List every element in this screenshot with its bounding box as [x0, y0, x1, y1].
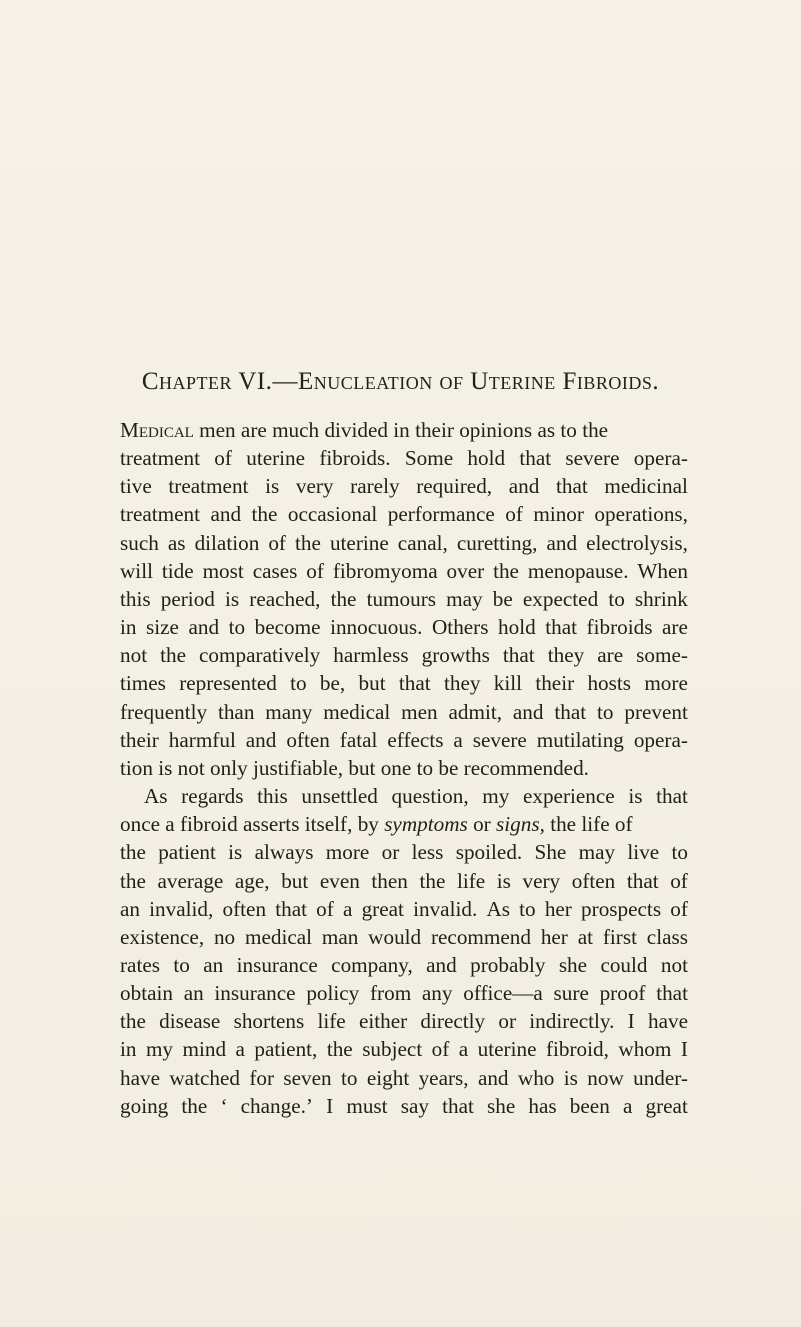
word: to: [597, 699, 614, 724]
word: is: [496, 868, 511, 893]
body-text: [120, 416, 688, 1120]
word: not: [120, 643, 148, 668]
word: very: [522, 868, 561, 893]
word: for: [249, 1065, 275, 1090]
word: I: [326, 1093, 334, 1118]
word: tumours: [366, 586, 437, 611]
word: curetting,: [456, 530, 538, 555]
word: great: [645, 1093, 688, 1118]
word: I: [680, 1037, 688, 1062]
word: watched: [169, 1065, 240, 1090]
word: no: [213, 924, 236, 949]
word: to: [519, 896, 536, 921]
word: a: [622, 1093, 633, 1118]
word: expected: [522, 586, 599, 611]
word: the: [251, 502, 278, 527]
word: Some: [404, 446, 454, 471]
text-line: [120, 726, 688, 754]
word: then: [371, 868, 408, 893]
text-line: [120, 557, 688, 585]
word: be: [492, 586, 513, 611]
word: of: [268, 530, 286, 555]
word: she: [558, 952, 588, 977]
word: rates: [120, 952, 160, 977]
word: age,: [234, 868, 270, 893]
word: and: [512, 699, 544, 724]
word: under-: [633, 1065, 688, 1090]
word: they: [547, 643, 585, 668]
word: obtain: [120, 981, 173, 1006]
word: more: [325, 840, 370, 865]
word: invalid,: [149, 896, 214, 921]
word: rarely: [350, 474, 400, 499]
word: of: [670, 896, 688, 921]
word: to: [290, 671, 307, 696]
word: uterine: [477, 1037, 537, 1062]
italic-symptoms: symptoms: [384, 812, 468, 837]
word: but: [281, 868, 309, 893]
lead-word: Medical: [120, 418, 194, 442]
text-line: [120, 1092, 688, 1120]
word: mind: [182, 1037, 227, 1062]
word: are: [662, 615, 688, 640]
word: office—a: [463, 981, 543, 1006]
word: patient: [158, 840, 216, 865]
text-line: [120, 613, 688, 641]
word: As: [144, 784, 168, 809]
word: to: [671, 840, 688, 865]
word: their: [535, 671, 575, 696]
word: is: [628, 784, 643, 809]
word: and: [508, 474, 540, 499]
text-line: [120, 754, 688, 782]
word: As: [486, 896, 510, 921]
word: electrolysis,: [586, 530, 688, 555]
chapter-label: Chapter VI.: [141, 368, 273, 395]
word: man: [321, 924, 359, 949]
word: When: [637, 558, 688, 583]
text-line: [120, 472, 688, 500]
text-line: [120, 641, 688, 669]
word: live: [627, 840, 660, 865]
word: patient,: [254, 1037, 318, 1062]
word: that: [626, 868, 659, 893]
line-text: once a fibroid asserts itself, by: [120, 812, 379, 837]
italic-signs: signs,: [496, 812, 545, 837]
word: a: [458, 1037, 469, 1062]
word: less: [411, 840, 444, 865]
word: recommend: [430, 924, 531, 949]
word: either: [358, 1009, 408, 1034]
text-line: [120, 838, 688, 866]
word: or: [381, 840, 400, 865]
word: sure: [553, 981, 589, 1006]
word: years,: [418, 1065, 469, 1090]
word: and: [546, 530, 578, 555]
word: shortens: [233, 1009, 305, 1034]
word: and: [188, 615, 220, 640]
word: hold: [467, 446, 506, 471]
word: that: [275, 896, 307, 921]
word: occasional: [287, 502, 378, 527]
word: many: [265, 699, 313, 724]
word: policy: [306, 981, 360, 1006]
word: the: [419, 868, 446, 893]
word: probably: [470, 952, 546, 977]
line-text: tion is not only justifiable, but one to be recommended.: [120, 755, 589, 780]
line-text: the life of: [550, 812, 633, 837]
word: in: [120, 1037, 137, 1062]
word: tive: [120, 474, 152, 499]
word: an: [183, 981, 204, 1006]
word: of: [431, 1037, 450, 1062]
word: of: [306, 558, 324, 583]
word: that: [555, 474, 588, 499]
word: She: [534, 840, 567, 865]
word: minor: [533, 502, 584, 527]
text-line: [120, 669, 688, 697]
word: effects: [387, 727, 444, 752]
word: the: [330, 586, 357, 611]
word: a: [453, 727, 463, 752]
word: insurance: [214, 981, 296, 1006]
text-line: [120, 529, 688, 557]
word: experience: [522, 784, 615, 809]
text-line: [120, 444, 688, 472]
word: severe: [565, 446, 620, 471]
word: menopause.: [527, 558, 629, 583]
word: of: [316, 896, 334, 921]
word: canal,: [397, 530, 448, 555]
word: seven: [283, 1065, 332, 1090]
word: is: [265, 474, 280, 499]
word: great: [361, 896, 404, 921]
word: over: [446, 558, 485, 583]
word: treatment: [120, 446, 201, 471]
word: harmful: [168, 727, 236, 752]
text-line: [120, 416, 688, 444]
word: question,: [391, 784, 469, 809]
word: such: [120, 530, 159, 555]
word: ‘: [220, 1093, 228, 1118]
word: mutilating: [536, 727, 624, 752]
word: her: [544, 896, 572, 921]
word: disease: [159, 1009, 221, 1034]
text-line: [120, 895, 688, 923]
word: fibroids.: [319, 446, 391, 471]
word: to: [608, 586, 625, 611]
word: my: [482, 784, 510, 809]
word: fibroids: [586, 615, 653, 640]
word: hosts: [587, 671, 632, 696]
text-line: [120, 585, 688, 613]
word: company,: [331, 952, 413, 977]
word: unsettled: [301, 784, 378, 809]
word: I: [627, 1009, 635, 1034]
text-line: [120, 698, 688, 726]
word: regards: [181, 784, 244, 809]
word: from: [370, 981, 412, 1006]
word: required,: [416, 474, 493, 499]
word: of: [670, 868, 688, 893]
word: the: [181, 1093, 208, 1118]
word: to: [173, 952, 190, 977]
word: life: [456, 868, 486, 893]
word: class: [646, 924, 688, 949]
word: admit,: [448, 699, 503, 724]
word: an: [120, 896, 140, 921]
word: the: [120, 868, 146, 893]
word: life: [317, 1009, 346, 1034]
word: her: [540, 924, 568, 949]
word: and: [426, 952, 457, 977]
word: severe: [472, 727, 527, 752]
text-line: [120, 1007, 688, 1035]
word: opera-: [633, 727, 688, 752]
word: hold: [498, 615, 536, 640]
word: some-: [636, 643, 688, 668]
word: they: [443, 671, 481, 696]
word: than: [217, 699, 255, 724]
word: very: [295, 474, 334, 499]
word: of: [505, 502, 523, 527]
word: to: [341, 1065, 358, 1090]
text-line: [120, 1035, 688, 1063]
word: may: [578, 840, 616, 865]
word: the: [120, 1009, 146, 1034]
text-line: [120, 782, 688, 810]
word: has: [528, 1093, 557, 1118]
word: eight: [366, 1065, 410, 1090]
word: that: [502, 643, 535, 668]
word: times: [120, 671, 166, 696]
word: indirectly.: [529, 1009, 615, 1034]
word: uterine: [246, 446, 306, 471]
word: their: [120, 727, 159, 752]
word: cases: [252, 558, 298, 583]
word: is: [563, 1065, 578, 1090]
word: the: [493, 558, 519, 583]
word: medical: [244, 924, 313, 949]
word: fibroid,: [545, 1037, 609, 1062]
word: is: [225, 586, 240, 611]
word: an: [203, 952, 224, 977]
text-line: [120, 500, 688, 528]
word: are: [597, 643, 624, 668]
word: uterine: [329, 530, 389, 555]
word: any: [421, 981, 453, 1006]
word: say: [400, 1093, 429, 1118]
word: is: [228, 840, 243, 865]
word: medicinal: [604, 474, 688, 499]
word: men: [401, 699, 438, 724]
word: now: [587, 1065, 624, 1090]
word: often: [286, 727, 330, 752]
word: innocuous.: [330, 615, 423, 640]
word: treatment: [120, 502, 201, 527]
word: represented: [179, 671, 277, 696]
word: prospects: [581, 896, 662, 921]
word: not: [660, 952, 688, 977]
word: tide: [161, 558, 194, 583]
word: whom: [618, 1037, 672, 1062]
word: have: [120, 1065, 160, 1090]
word: who: [517, 1065, 555, 1090]
word: that: [554, 699, 587, 724]
chapter-heading: [0, 368, 801, 396]
word: insurance: [236, 952, 318, 977]
word: always: [254, 840, 314, 865]
word: invalid.: [413, 896, 478, 921]
word: performance: [387, 502, 495, 527]
word: the: [295, 530, 321, 555]
word: that: [656, 981, 688, 1006]
text-line: [120, 923, 688, 951]
word: as: [167, 530, 186, 555]
chapter-dash: —: [272, 368, 298, 395]
word: comparatively: [199, 643, 321, 668]
word: dilation: [194, 530, 260, 555]
word: that: [442, 1093, 474, 1118]
word: but: [358, 671, 386, 696]
word: would: [368, 924, 422, 949]
word: often: [571, 868, 616, 893]
word: average: [157, 868, 224, 893]
word: first: [602, 924, 637, 949]
word: opera-: [633, 446, 688, 471]
word: period: [160, 586, 215, 611]
text-line: [120, 951, 688, 979]
word: going: [120, 1093, 169, 1118]
word: existence,: [120, 924, 205, 949]
word: operations,: [594, 502, 688, 527]
word: shrink: [634, 586, 688, 611]
word: could: [600, 952, 648, 977]
word: fibromyoma: [332, 558, 438, 583]
text-line: [120, 1064, 688, 1092]
word: often: [222, 896, 267, 921]
word: a: [235, 1037, 245, 1062]
word: prevent: [624, 699, 688, 724]
text-line: [120, 867, 688, 895]
text-line: [120, 810, 688, 838]
word: change.’: [240, 1093, 313, 1118]
word: more: [644, 671, 688, 696]
word: must: [346, 1093, 388, 1118]
word: and: [245, 727, 277, 752]
line-text: men are much divided in their opinions as to the: [199, 418, 609, 442]
word: be,: [319, 671, 346, 696]
word: the: [326, 1037, 353, 1062]
word: proof: [599, 981, 646, 1006]
word: Others: [432, 615, 489, 640]
word: directly: [420, 1009, 486, 1034]
word: treatment: [168, 474, 249, 499]
word: even: [319, 868, 360, 893]
word: subject: [362, 1037, 423, 1062]
word: and: [477, 1065, 509, 1090]
word: frequently: [120, 699, 208, 724]
word: have: [647, 1009, 688, 1034]
word: that: [656, 784, 688, 809]
word: at: [577, 924, 593, 949]
word: in: [120, 615, 137, 640]
word: will: [120, 558, 153, 583]
word: become: [254, 615, 321, 640]
word: harmless: [333, 643, 409, 668]
word: growths: [421, 643, 490, 668]
word: kill: [493, 671, 523, 696]
word: this: [257, 784, 288, 809]
word: may: [446, 586, 483, 611]
word: size: [146, 615, 179, 640]
word: of: [214, 446, 232, 471]
text-line: [120, 979, 688, 1007]
word: the: [160, 643, 186, 668]
word: and: [210, 502, 242, 527]
word: she: [487, 1093, 516, 1118]
word: that: [398, 671, 431, 696]
word: this: [120, 586, 151, 611]
word: that: [519, 446, 552, 471]
word: that: [545, 615, 578, 640]
word: reached,: [249, 586, 321, 611]
word: been: [569, 1093, 610, 1118]
line-text: or: [473, 812, 491, 837]
word: a: [343, 896, 353, 921]
word: spoiled.: [455, 840, 523, 865]
word: my: [145, 1037, 174, 1062]
word: the: [120, 840, 146, 865]
word: or: [498, 1009, 517, 1034]
word: most: [202, 558, 244, 583]
word: fatal: [339, 727, 378, 752]
chapter-title: Enucleation of Uterine Fibroids.: [297, 368, 660, 395]
word: to: [228, 615, 246, 640]
word: medical: [323, 699, 391, 724]
